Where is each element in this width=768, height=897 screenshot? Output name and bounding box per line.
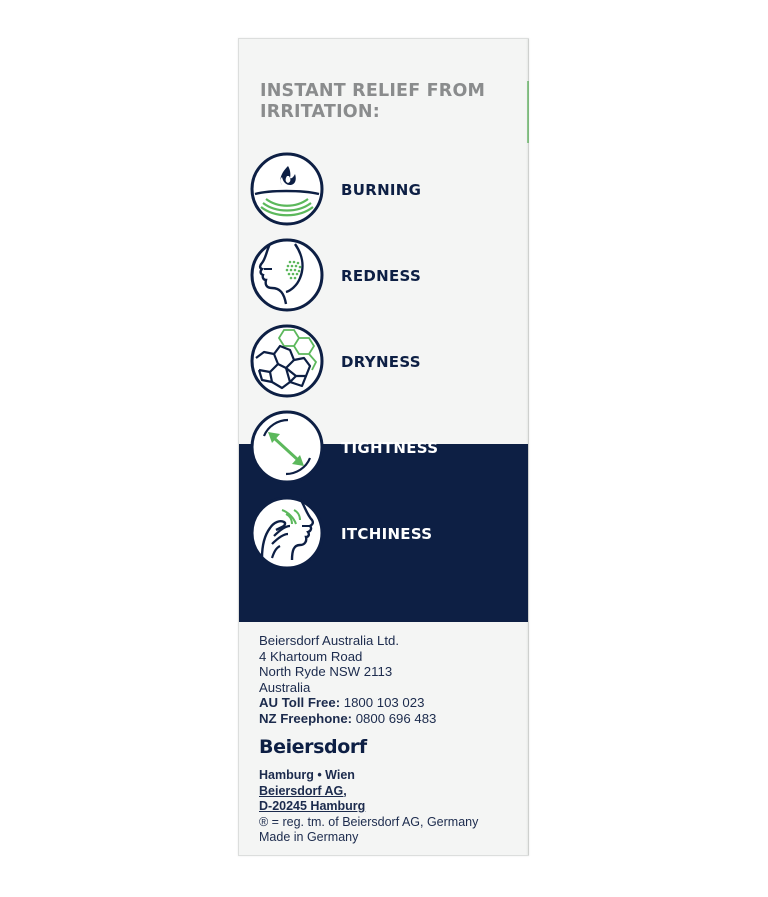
nz-phone-number: 0800 696 483 <box>355 710 437 726</box>
legal-made-in: Made in Germany <box>259 830 359 845</box>
benefit-label-burning: BURNING <box>341 181 422 199</box>
benefit-label-redness: REDNESS <box>341 267 422 285</box>
benefit-item-tightness <box>250 410 520 486</box>
legal-info <box>259 768 524 846</box>
au-phone-line <box>259 695 519 711</box>
product-box-panel <box>238 38 529 856</box>
legal-postcode: D-20245 Hamburg <box>259 799 366 814</box>
benefit-label-itchiness: ITCHINESS <box>341 525 433 543</box>
nz-phone-label: NZ Freephone: <box>259 710 353 726</box>
box-green-edge <box>527 81 529 143</box>
flame-skin-icon <box>250 152 324 226</box>
au-phone-number: 1800 103 023 <box>343 695 425 710</box>
benefit-item-itchiness <box>250 496 520 572</box>
benefit-item-burning <box>250 152 520 228</box>
dry-skin-icon <box>250 324 324 398</box>
benefit-label-dryness: DRYNESS <box>341 353 421 371</box>
legal-cities: Hamburg • Wien <box>259 768 355 782</box>
relief-heading: INSTANT RELIEF FROM IRRITATION: <box>260 81 486 122</box>
face-redness-icon <box>250 238 324 312</box>
itchy-face-icon <box>250 496 324 570</box>
tightness-arrows-icon <box>250 410 324 484</box>
company-address <box>259 633 519 726</box>
beiersdorf-logo: Beiersdorf <box>259 736 367 758</box>
nz-phone-line <box>259 711 519 727</box>
legal-company: Beiersdorf AG, <box>259 783 347 798</box>
address-line-4: Australia <box>259 679 311 695</box>
address-line-2: 4 Khartoum Road <box>259 648 363 664</box>
benefit-label-tightness: TIGHTNESS <box>341 439 439 457</box>
benefit-item-dryness <box>250 324 520 400</box>
benefit-item-redness <box>250 238 520 314</box>
legal-trademark: ® = reg. tm. of Beiersdorf AG, Germany <box>259 814 479 829</box>
address-line-1: Beiersdorf Australia Ltd. <box>259 633 400 648</box>
address-line-3: North Ryde NSW 2113 <box>259 664 393 679</box>
au-phone-label: AU Toll Free: <box>259 695 341 710</box>
